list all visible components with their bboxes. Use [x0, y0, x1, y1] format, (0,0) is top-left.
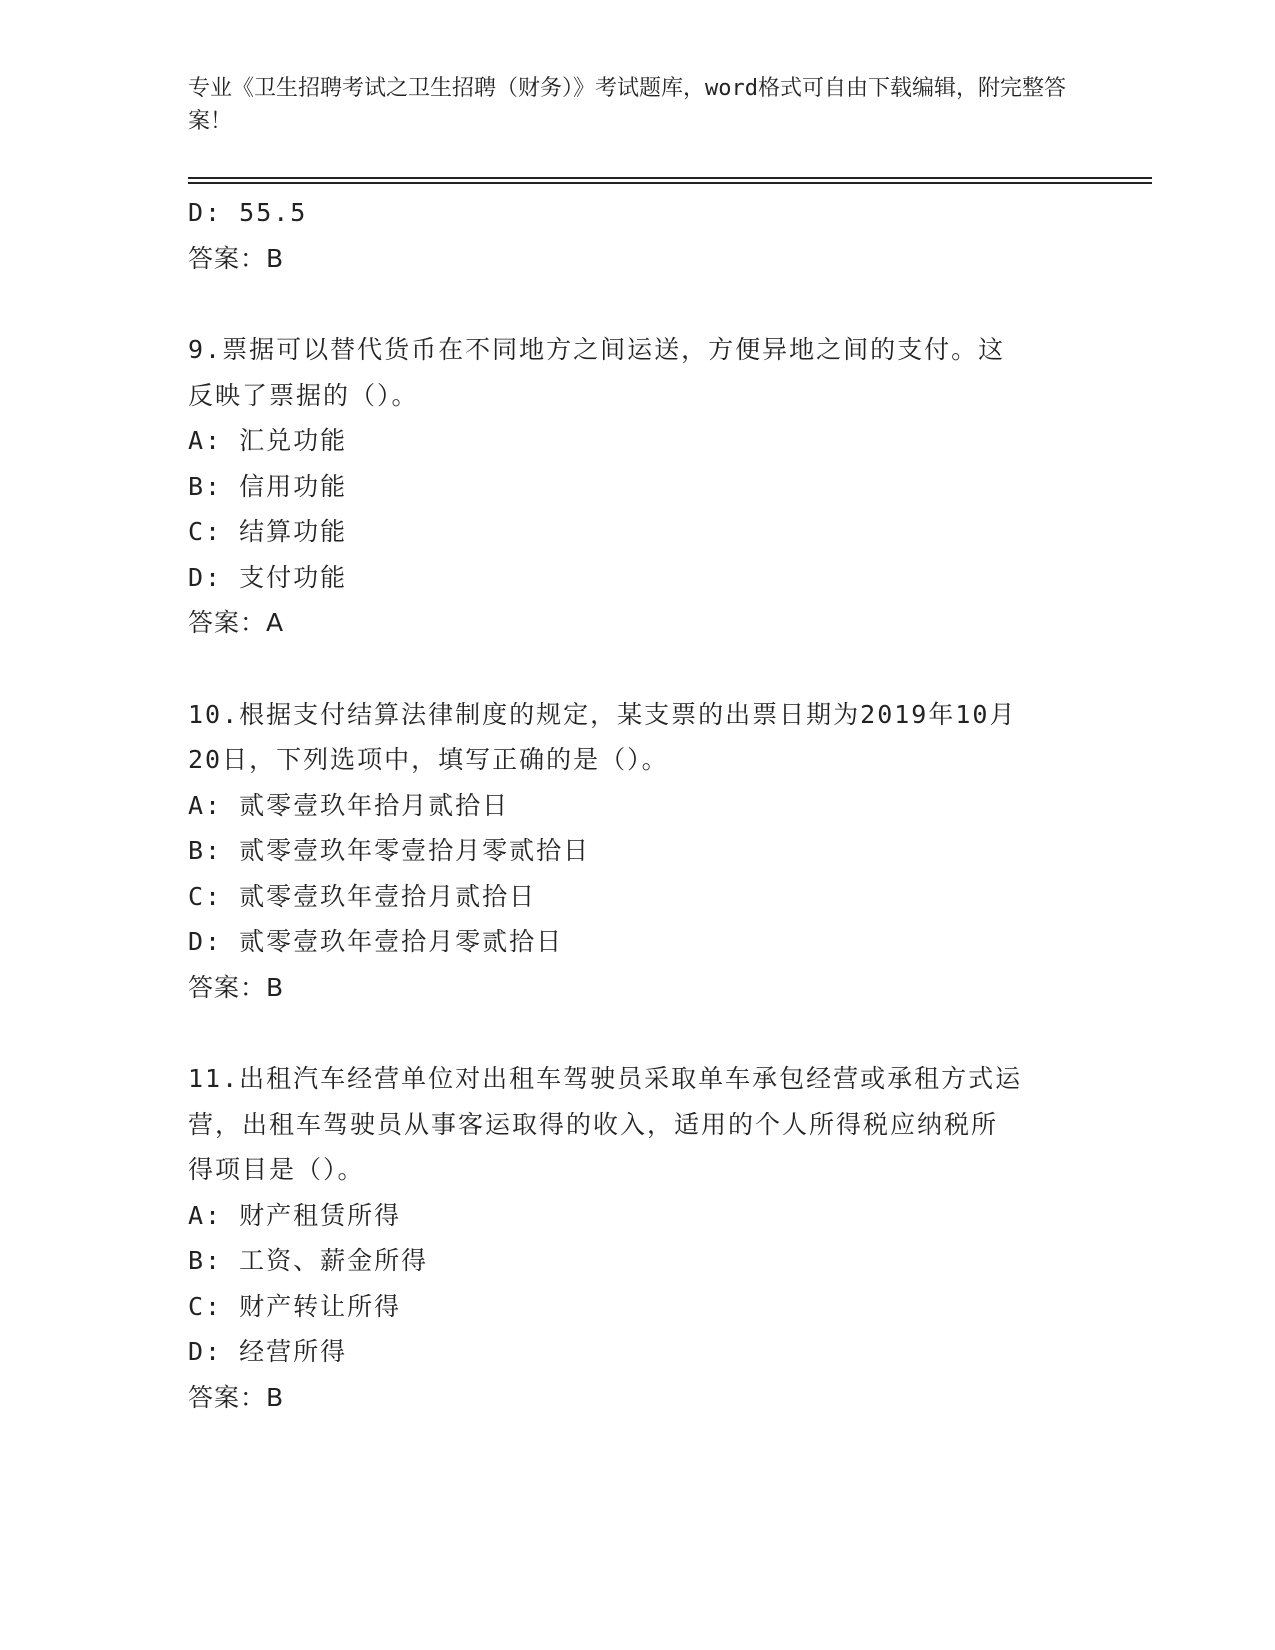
option-c: C: 结算功能	[188, 517, 348, 546]
question-stem: 反映了票据的（）。	[188, 380, 419, 410]
option-c: C: 贰零壹玖年壹拾月贰拾日	[188, 881, 537, 911]
question-11	[188, 1056, 1088, 1420]
option-b: B: 信用功能	[188, 471, 348, 501]
option-d: D: 经营所得	[188, 1337, 348, 1366]
option-d: D: 55.5	[188, 198, 308, 227]
question-stem: 营，出租车驾驶员从事客运取得的收入，适用的个人所得税应纳税所	[188, 1109, 999, 1139]
option-b: B: 工资、薪金所得	[188, 1246, 429, 1275]
option-a: A: 财产租赁所得	[188, 1200, 402, 1230]
option-a: A: 贰零壹玖年拾月贰拾日	[188, 790, 510, 820]
option-a: A: 汇兑功能	[188, 426, 348, 455]
answer: 答案：B	[188, 972, 285, 1002]
answer: 答案：B	[188, 243, 285, 273]
question-stem: 得项目是（）。	[188, 1155, 365, 1184]
header-rule-bottom	[188, 182, 1152, 184]
answer: 答案：B	[188, 1382, 285, 1412]
question-stem: 11.出租汽车经营单位对出租车驾驶员采取单车承包经营或承租方式运	[188, 1064, 1023, 1093]
question-stem: 10.根据支付结算法律制度的规定，某支票的出票日期为2019年10月	[188, 699, 1017, 729]
header-rule-top	[188, 177, 1152, 179]
question-10	[188, 692, 1088, 1011]
option-b: B: 贰零壹玖年零壹拾月零贰拾日	[188, 836, 591, 865]
option-d: D: 支付功能	[188, 562, 348, 592]
question-9	[188, 327, 1088, 646]
question-content	[188, 190, 1088, 1420]
question-stem: 20日，下列选项中，填写正确的是（）。	[188, 745, 669, 774]
answer: 答案：A	[188, 608, 285, 637]
option-d: D: 贰零壹玖年壹拾月零贰拾日	[188, 927, 564, 956]
question-8-tail	[188, 190, 1088, 281]
question-stem: 9.票据可以替代货币在不同地方之间运送，方便异地之间的支付。这	[188, 335, 1006, 364]
option-c: C: 财产转让所得	[188, 1291, 402, 1321]
document-header: 专业《卫生招聘考试之卫生招聘（财务）》考试题库，word格式可自由下载编辑，附完整答案！	[188, 76, 1066, 134]
